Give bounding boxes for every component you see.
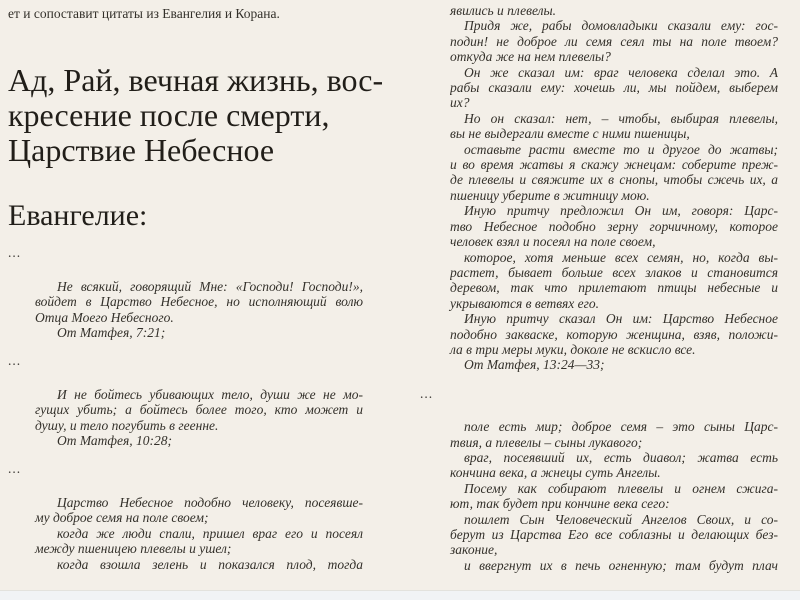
- scripture-quote: [450, 250, 778, 312]
- scripture-quote: [35, 557, 363, 572]
- text-line: Евангелие:: [8, 199, 148, 233]
- text-line: Царствие Небесное: [8, 132, 275, 169]
- text-line: ет и сопоставит цитаты из Евангелия и Корана.: [8, 6, 280, 21]
- text-line: подин! не доброе ли семя сеял ты на поле твоем?: [450, 33, 778, 49]
- text-line: и во время жатвы я скажу жнецам: соберите преж-: [450, 157, 778, 173]
- scripture-quote: [450, 558, 778, 573]
- ellipsis-separator: ...: [420, 385, 434, 401]
- scripture-quote: [450, 18, 778, 64]
- subsection-title: [8, 199, 392, 232]
- text-line: От Матфея, 7:21;: [57, 325, 166, 341]
- text-line: кресение после смерти,: [8, 97, 330, 134]
- text-line: вы не выдергали вместе с ними пшеницы,: [450, 126, 690, 142]
- text-line: между пшеницею плевелы и ушел;: [35, 541, 232, 557]
- text-line: пшеницу уберите в житницу мою.: [450, 187, 650, 203]
- left-column: [8, 6, 392, 572]
- text-line: Отца Моего Небесного.: [35, 309, 174, 325]
- text-line: Не всякий, говорящий Мне: «Господи! Господи!»,: [57, 278, 363, 294]
- text-line: которое, хотя меньше всех семян, но, когда вы-: [464, 249, 778, 265]
- text-line: гущих убить; а бойтесь более того, кто может и: [35, 402, 363, 418]
- text-line: тво Небесное подобно зерну горчичному, которое: [450, 218, 778, 234]
- text-line: откуда же на нем плевелы?: [450, 49, 611, 65]
- text-line: кончина века, а жнецы суть Ангелы.: [450, 465, 661, 481]
- scripture-reference: [450, 357, 778, 372]
- text-line: когда же люди спали, пришел враг его и посеял: [57, 525, 363, 541]
- text-line: человек взял и посеял на поле своем,: [450, 234, 656, 250]
- scripture-quote: [450, 512, 778, 558]
- scripture-quote: [450, 450, 778, 481]
- text-line: подобно закваске, которую женщина, взяв, положи-: [450, 326, 778, 342]
- text-line: Придя же, рабы домовладыки сказали ему: гос-: [464, 18, 778, 34]
- text-line: де плевелы и свяжите их в снопы, чтобы сжечь их, а: [450, 172, 778, 188]
- ellipsis-separator: ...: [8, 461, 22, 477]
- text-line: му доброе семя на поле своем;: [35, 510, 209, 526]
- text-line: рабы сказали ему: хочешь ли, мы пойдем, выберем: [450, 80, 778, 96]
- scripture-quote: [450, 65, 778, 111]
- scripture-quote: [450, 142, 778, 204]
- text-line: враг, посеявший их, есть диавол; жатва есть: [464, 449, 778, 465]
- section-title: [8, 63, 392, 168]
- text-line: войдет в Царство Небесное, но исполняющий волю: [35, 294, 363, 310]
- scripture-quote: [450, 203, 778, 249]
- ellipsis-separator: ...: [8, 353, 22, 369]
- text-line: От Матфея, 10:28;: [57, 433, 173, 449]
- scripture-quote: [35, 495, 363, 526]
- text-line: укрываются в ветвях его.: [450, 295, 599, 311]
- text-line: и ввергнут их в печь огненную; там будут плач: [464, 557, 778, 573]
- text-line: Посему как собирают плевелы и огнем сжига-: [464, 480, 778, 496]
- text-line: твия, а плевелы – сыны лукавого;: [450, 434, 643, 450]
- text-line: ют, так будет при кончине века сего:: [450, 496, 670, 512]
- scripture-quote: [35, 526, 363, 557]
- text-line: их?: [450, 95, 470, 111]
- text-line: И не бойтесь убивающих тело, души же не мо-: [57, 386, 363, 402]
- text-line: пошлет Сын Человеческий Ангелов Своих, и со-: [464, 511, 778, 527]
- text-line: Царство Небесное подобно человеку, посеявше-: [57, 494, 363, 510]
- scripture-quote: [450, 3, 778, 18]
- scripture-quote: [35, 387, 363, 433]
- text-line: Он же сказал им: враг человека сделал это. А: [464, 64, 778, 80]
- text-line: растет, бывает больше всех злаков и становится: [450, 264, 778, 280]
- scripture-reference: [35, 325, 363, 340]
- scripture-quote: [450, 311, 778, 357]
- text-line: Но он сказал: нет, – чтобы, выбирая плевелы,: [464, 110, 778, 126]
- scripture-quote: [35, 279, 363, 325]
- paragraph: [8, 6, 392, 21]
- scripture-quote: [450, 481, 778, 512]
- text-line: законие,: [450, 542, 498, 558]
- text-line: От Матфея, 13:24—33;: [464, 357, 605, 373]
- scripture-reference: [35, 433, 363, 448]
- page-bottom-strip: [0, 590, 800, 600]
- text-line: оставьте расти вместе то и другое до жатвы;: [464, 141, 778, 157]
- text-line: явились и плевелы.: [450, 3, 557, 18]
- scripture-quote: [450, 419, 778, 450]
- text-line: когда взошла зелень и показался плод, тогда: [57, 556, 363, 572]
- scripture-quote: [450, 111, 778, 142]
- text-line: Иную притчу сказал Он им: Царство Небесное: [464, 311, 778, 327]
- ellipsis-separator: ...: [8, 245, 22, 261]
- text-line: Иную притчу предложил Он им, говоря: Царс-: [464, 203, 778, 219]
- text-line: поле есть мир; доброе семя – это сыны Царс-: [464, 419, 778, 435]
- text-line: душу, и тело погубить в геенне.: [35, 417, 219, 433]
- right-column: [420, 3, 780, 573]
- text-line: деревом, так что прилетают птицы небесные и: [450, 280, 778, 296]
- text-line: ла в три меры муки, доколе не вскисло все.: [450, 341, 696, 357]
- text-line: Ад, Рай, вечная жизнь, вос-: [8, 62, 384, 99]
- text-line: берут из Царства Его все соблазны и делающих без-: [450, 527, 778, 542]
